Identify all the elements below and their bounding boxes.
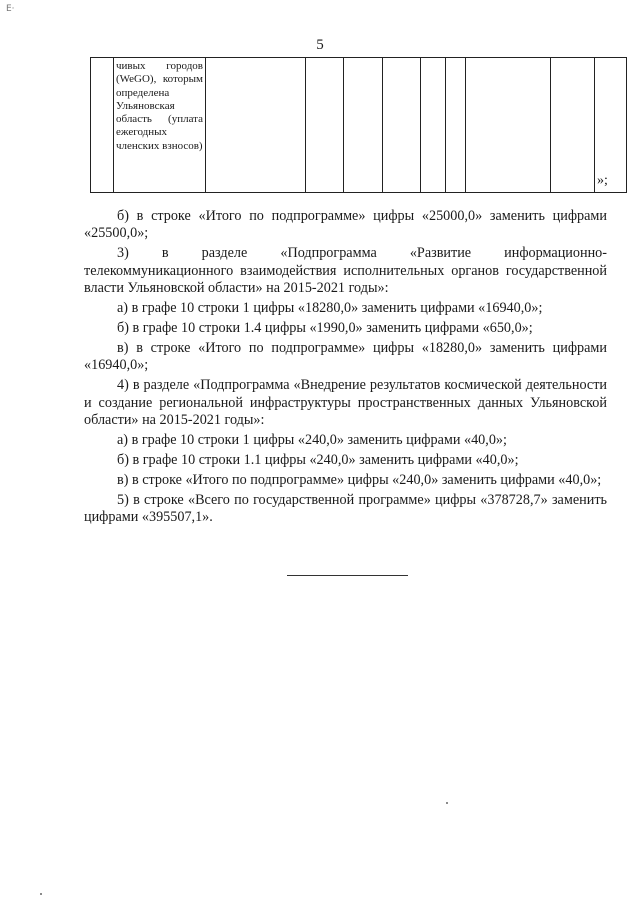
paragraph: б) в графе 10 строки 1.4 цифры «1990,0» заменить цифрами «650,0»; (117, 319, 533, 336)
table-cell (206, 58, 306, 193)
cell-text: чивых городов (WeGO), которым определена Ульяновская область (уплата ежегодных членских взносов) (116, 60, 203, 152)
scan-speck (446, 802, 448, 804)
table-cell (344, 58, 383, 193)
end-rule (287, 575, 408, 576)
paragraph: а) в графе 10 строки 1 цифры «18280,0» заменить цифрами «16940,0»; (117, 300, 543, 317)
paragraph: а) в графе 10 строки 1 цифры «240,0» заменить цифрами «40,0»; (117, 431, 507, 448)
closing-quote: »; (597, 173, 608, 188)
paragraph: б) в строке «Итого по подпрограмме» цифры «25000,0» заменить цифрами «25500,0»; (84, 208, 607, 242)
table-row (91, 58, 627, 193)
table-continuation (90, 57, 627, 193)
table-cell (446, 58, 466, 193)
table-cell (91, 58, 114, 193)
scan-speck (40, 893, 42, 895)
table-cell-description (114, 58, 206, 193)
paragraph: в) в строке «Итого по подпрограмме» цифры «240,0» заменить цифрами «40,0»; (117, 471, 602, 488)
table-cell (551, 58, 595, 193)
paragraph: 3) в разделе «Подпрограмма «Развитие информационно-телекоммуникационного взаимодействия исполнительных органов государственной власти Ульяновской области» на 2015-2021 годы»: (84, 245, 607, 297)
table-cell (421, 58, 446, 193)
table-cell (383, 58, 421, 193)
body-text (84, 208, 607, 529)
paragraph: б) в графе 10 строки 1.1 цифры «240,0» заменить цифрами «40,0»; (117, 451, 519, 468)
page-number: 5 (316, 37, 324, 53)
scan-corner-mark: E· (6, 4, 15, 14)
paragraph: в) в строке «Итого по подпрограмме» цифры «18280,0» заменить цифрами «16940,0»; (84, 339, 607, 374)
table-fragment (90, 57, 627, 193)
paragraph: 5) в строке «Всего по государственной программе» цифры «378728,7» заменить цифрами «395507,1». (84, 491, 607, 525)
table-cell (306, 58, 344, 193)
table-cell (466, 58, 551, 193)
paragraph: 4) в разделе «Подпрограмма «Внедрение результатов космической деятельности и создание региональной инфраструктуры пространственных данных Ульяновской области» на 2015-2021 годы»: (84, 377, 607, 428)
